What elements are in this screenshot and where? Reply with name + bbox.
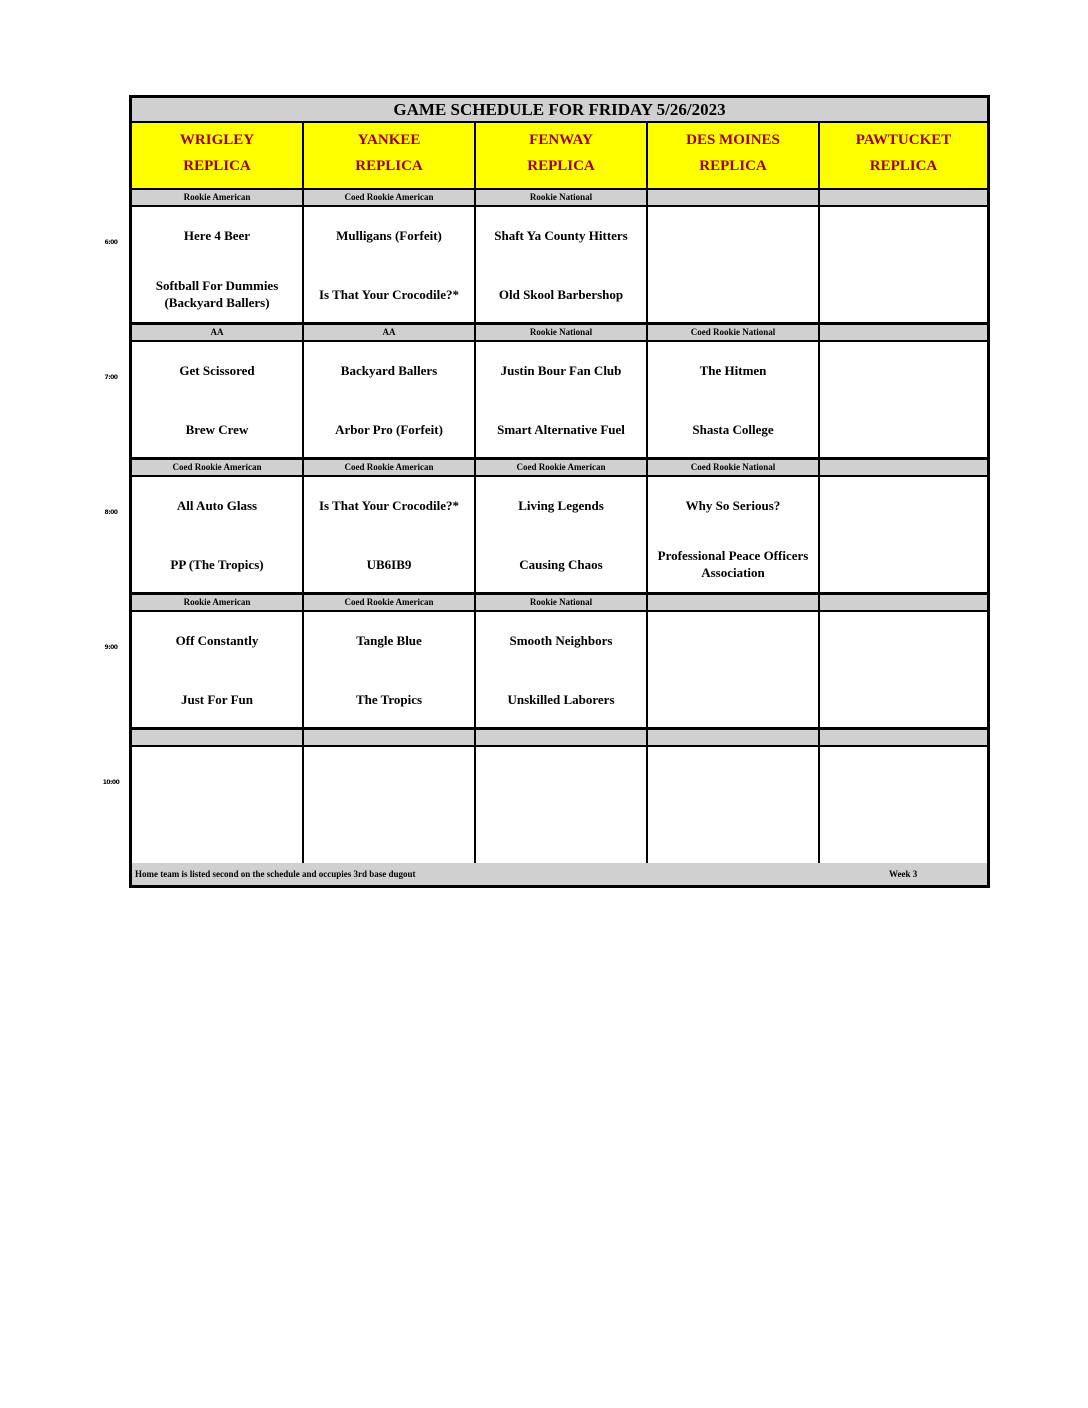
home-team: Arbor Pro (Forfeit) bbox=[335, 421, 443, 437]
field-subtitle: REPLICA bbox=[699, 158, 767, 174]
game-cell bbox=[304, 342, 476, 460]
time-label: 6:00 bbox=[104, 239, 118, 246]
field-header-des-moines bbox=[648, 123, 820, 190]
home-team: Professional Peace Officers Association bbox=[657, 548, 809, 580]
time-label: 9:00 bbox=[104, 644, 118, 651]
home-team: PP (The Tropics) bbox=[170, 556, 264, 572]
away-team bbox=[306, 755, 472, 795]
away-team: Tangle Blue bbox=[356, 632, 422, 648]
home-team bbox=[822, 409, 985, 449]
home-team bbox=[134, 814, 300, 854]
away-team: Shaft Ya County Hitters bbox=[494, 227, 628, 243]
division-label bbox=[648, 190, 820, 207]
away-team: Is That Your Crocodile?* bbox=[318, 497, 459, 513]
game-cell bbox=[304, 477, 476, 595]
away-team: Justin Bour Fan Club bbox=[500, 362, 622, 378]
field-name: PAWTUCKET bbox=[855, 132, 952, 148]
away-team bbox=[822, 215, 985, 255]
division-label bbox=[820, 460, 987, 477]
game-cell bbox=[132, 612, 304, 730]
field-header-pawtucket bbox=[820, 123, 987, 190]
away-team: Living Legends bbox=[518, 497, 604, 513]
home-team bbox=[822, 544, 985, 584]
game-cell bbox=[132, 477, 304, 595]
field-name: WRIGLEY bbox=[179, 132, 255, 148]
home-team bbox=[650, 679, 816, 719]
field-subtitle: REPLICA bbox=[355, 158, 423, 174]
away-team bbox=[650, 215, 816, 255]
home-team bbox=[822, 814, 985, 854]
division-label bbox=[820, 730, 987, 747]
away-team: Off Constantly bbox=[175, 632, 259, 648]
division-label: Rookie National bbox=[476, 325, 648, 342]
field-name: DES MOINES bbox=[686, 132, 780, 148]
home-team: Brew Crew bbox=[185, 421, 249, 437]
home-team bbox=[650, 274, 816, 314]
away-team bbox=[822, 350, 985, 390]
time-label: 7:00 bbox=[104, 374, 118, 381]
home-team: Softball For Dummies (Backyard Ballers) bbox=[155, 278, 279, 310]
division-label bbox=[820, 190, 987, 207]
field-subtitle: REPLICA bbox=[527, 158, 595, 174]
game-cell bbox=[820, 612, 987, 730]
field-name: FENWAY bbox=[529, 132, 593, 148]
away-team bbox=[134, 755, 300, 795]
division-label bbox=[132, 730, 304, 747]
game-cell bbox=[820, 207, 987, 325]
away-team: Backyard Ballers bbox=[340, 362, 438, 378]
time-label: 10:00 bbox=[102, 779, 120, 786]
away-team bbox=[822, 620, 985, 660]
division-label bbox=[648, 595, 820, 612]
division-label: Coed Rookie American bbox=[476, 460, 648, 477]
division-label bbox=[820, 595, 987, 612]
game-cell bbox=[820, 342, 987, 460]
division-label: Rookie American bbox=[132, 190, 304, 207]
game-cell bbox=[132, 747, 304, 865]
game-cell bbox=[476, 342, 648, 460]
time-label: 8:00 bbox=[104, 509, 118, 516]
away-team: Mulligans (Forfeit) bbox=[336, 227, 442, 243]
game-cell bbox=[476, 477, 648, 595]
division-label: AA bbox=[132, 325, 304, 342]
home-team: Old Skool Barbershop bbox=[498, 286, 624, 302]
away-team: Get Scissored bbox=[179, 362, 255, 378]
away-team: Why So Serious? bbox=[685, 497, 781, 513]
home-team: The Tropics bbox=[355, 691, 423, 707]
home-team: Just For Fun bbox=[181, 691, 253, 707]
home-team: Shasta College bbox=[692, 421, 774, 437]
home-team: Causing Chaos bbox=[519, 556, 603, 572]
home-team bbox=[306, 814, 472, 854]
division-label: Coed Rookie National bbox=[648, 325, 820, 342]
division-label: Coed Rookie American bbox=[304, 460, 476, 477]
home-team-note: Home team is listed second on the schedule and occupies 3rd base dugout bbox=[135, 869, 416, 879]
away-team bbox=[822, 755, 985, 795]
game-cell bbox=[304, 612, 476, 730]
division-label: Rookie National bbox=[476, 595, 648, 612]
field-header-yankee bbox=[304, 123, 476, 190]
division-label: Coed Rookie American bbox=[304, 595, 476, 612]
home-team: UB6IB9 bbox=[366, 556, 412, 572]
game-cell bbox=[648, 342, 820, 460]
home-team bbox=[822, 274, 985, 314]
game-schedule-table bbox=[129, 95, 990, 888]
game-cell bbox=[820, 477, 987, 595]
field-header-fenway bbox=[476, 123, 648, 190]
game-cell bbox=[304, 747, 476, 865]
game-cell bbox=[476, 207, 648, 325]
division-label bbox=[304, 730, 476, 747]
game-cell bbox=[648, 747, 820, 865]
away-team: All Auto Glass bbox=[176, 497, 258, 513]
game-cell bbox=[648, 612, 820, 730]
game-cell bbox=[648, 477, 820, 595]
division-label: Coed Rookie National bbox=[648, 460, 820, 477]
home-team: Is That Your Crocodile?* bbox=[318, 286, 459, 302]
game-cell bbox=[476, 747, 648, 865]
field-subtitle: REPLICA bbox=[183, 158, 251, 174]
week-label: Week 3 bbox=[889, 869, 918, 879]
division-label: Coed Rookie American bbox=[304, 190, 476, 207]
game-cell bbox=[648, 207, 820, 325]
division-label bbox=[476, 730, 648, 747]
away-team bbox=[650, 755, 816, 795]
away-team: Here 4 Beer bbox=[183, 227, 251, 243]
game-cell bbox=[132, 342, 304, 460]
schedule-footer bbox=[132, 863, 987, 885]
away-team: The Hitmen bbox=[699, 362, 767, 378]
division-label bbox=[820, 325, 987, 342]
home-team: Smart Alternative Fuel bbox=[497, 421, 625, 437]
away-team: Smooth Neighbors bbox=[509, 632, 613, 648]
home-team bbox=[650, 814, 816, 854]
game-cell bbox=[476, 612, 648, 730]
game-cell bbox=[820, 747, 987, 865]
home-team bbox=[478, 814, 644, 854]
home-team bbox=[822, 679, 985, 719]
field-name: YANKEE bbox=[357, 132, 421, 148]
away-team bbox=[478, 755, 644, 795]
away-team bbox=[650, 620, 816, 660]
game-cell bbox=[304, 207, 476, 325]
division-label: AA bbox=[304, 325, 476, 342]
game-cell bbox=[132, 207, 304, 325]
schedule-title: GAME SCHEDULE FOR FRIDAY 5/26/2023 bbox=[132, 98, 987, 123]
home-team: Unskilled Laborers bbox=[507, 691, 615, 707]
away-team bbox=[822, 485, 985, 525]
division-label bbox=[648, 730, 820, 747]
field-header-wrigley bbox=[132, 123, 304, 190]
division-label: Rookie National bbox=[476, 190, 648, 207]
field-subtitle: REPLICA bbox=[869, 158, 938, 174]
division-label: Coed Rookie American bbox=[132, 460, 304, 477]
division-label: Rookie American bbox=[132, 595, 304, 612]
